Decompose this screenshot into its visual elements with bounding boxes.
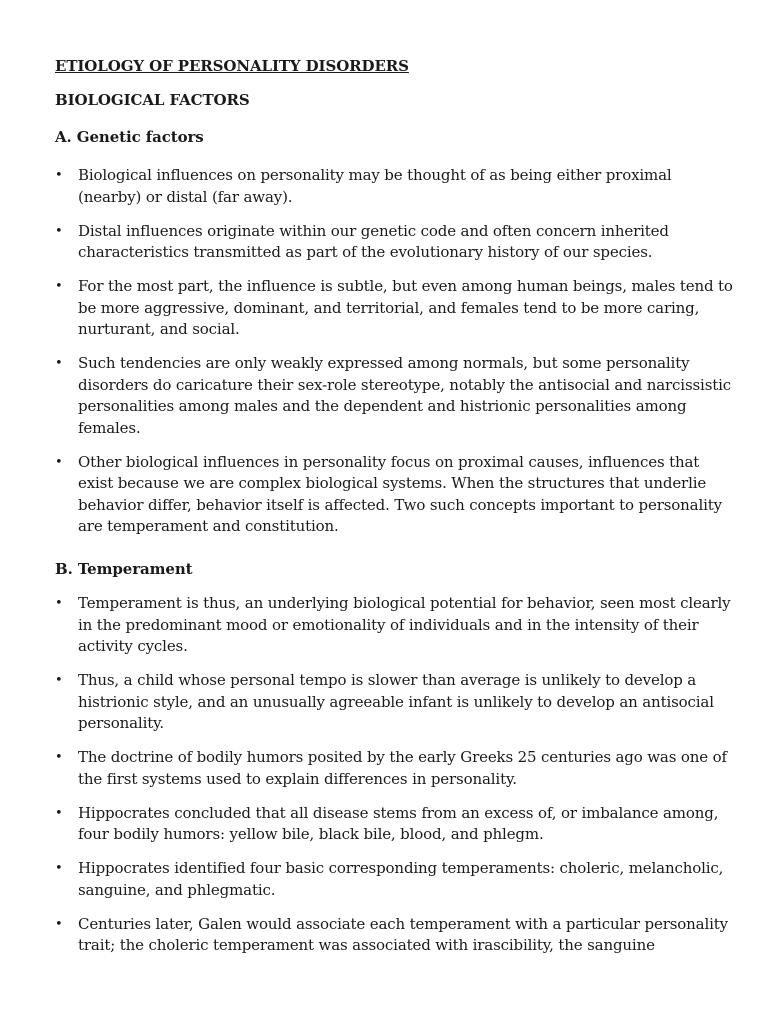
bullet-icon: •: [55, 279, 63, 294]
list-item: [55, 670, 735, 735]
bullet-icon: •: [55, 454, 63, 470]
section-heading-temperament: B. Temperament: [55, 560, 193, 578]
list-item: [55, 914, 735, 957]
genetic-factors-list: [55, 165, 735, 550]
list-item-text: The doctrine of bodily humors posited by the early Greeks 25 centuries ago was one of the first systems used to explain differences in personality.: [78, 748, 727, 788]
list-item: [55, 165, 735, 208]
bullet-icon: •: [55, 916, 63, 932]
bullet-icon: •: [55, 805, 63, 821]
bullet-icon: •: [55, 356, 63, 371]
bullet-icon: •: [55, 673, 63, 688]
list-item-text: Other biological influences in personality focus on proximal causes, influences that exist because we are complex biological systems. When the structures that underlie behavior differ, behavior itself is affected. Two such concepts important to personality are temperament and constitution.: [78, 452, 722, 535]
list-item: [55, 803, 735, 846]
section-heading-biological-factors: BIOLOGICAL FACTORS: [55, 91, 250, 109]
list-item-text: Hippocrates identified four basic corresponding temperaments: choleric, melancholic, sanguine, and phlegmatic.: [78, 859, 724, 899]
list-item-text: Such tendencies are only weakly expressed among normals, but some personality disorders do caricature their sex-role stereotype, notably the antisocial and narcissistic personalities among males and the dependent and histrionic personalities among females.: [78, 354, 732, 437]
bullet-icon: •: [55, 861, 63, 876]
list-item: [55, 221, 735, 264]
list-item-text: Centuries later, Galen would associate each temperament with a particular personality trait; the choleric temperament was associated with irascibility, the sanguine: [78, 914, 728, 954]
list-item-text: Thus, a child whose personal tempo is slower than average is unlikely to develop a histrionic style, and an unusually agreeable infant is unlikely to develop an antisocial personality.: [78, 671, 714, 732]
list-item: [55, 593, 735, 658]
document-title: ETIOLOGY OF PERSONALITY DISORDERS: [55, 57, 409, 75]
list-item: [55, 353, 735, 439]
bullet-icon: •: [55, 596, 63, 611]
list-item-text: Distal influences originate within our genetic code and often concern inherited characteristics transmitted as part of the evolutionary history of our species.: [78, 221, 669, 261]
list-item-text: For the most part, the influence is subtle, but even among human beings, males tend to be more aggressive, dominant, and territorial, and females tend to be more caring, nurturant, and social.: [78, 277, 733, 338]
bullet-icon: •: [55, 168, 63, 183]
list-item-text: Hippocrates concluded that all disease stems from an excess of, or imbalance among, four bodily humors: yellow bile, black bile, blood, and phlegm.: [78, 803, 719, 843]
bullet-icon: •: [55, 223, 63, 239]
list-item: [55, 452, 735, 538]
temperament-list: [55, 593, 735, 969]
list-item: [55, 747, 735, 790]
list-item-text: Temperament is thus, an underlying biological potential for behavior, seen most clearly in the predominant mood or emotionality of individuals and in the intensity of their activity cycles.: [78, 594, 731, 655]
list-item: [55, 276, 735, 341]
bullet-icon: •: [55, 750, 63, 765]
list-item-text: Biological influences on personality may be thought of as being either proximal (nearby) or distal (far away).: [78, 166, 672, 206]
list-item: [55, 858, 735, 901]
section-heading-genetic-factors: A. Genetic factors: [55, 128, 204, 146]
